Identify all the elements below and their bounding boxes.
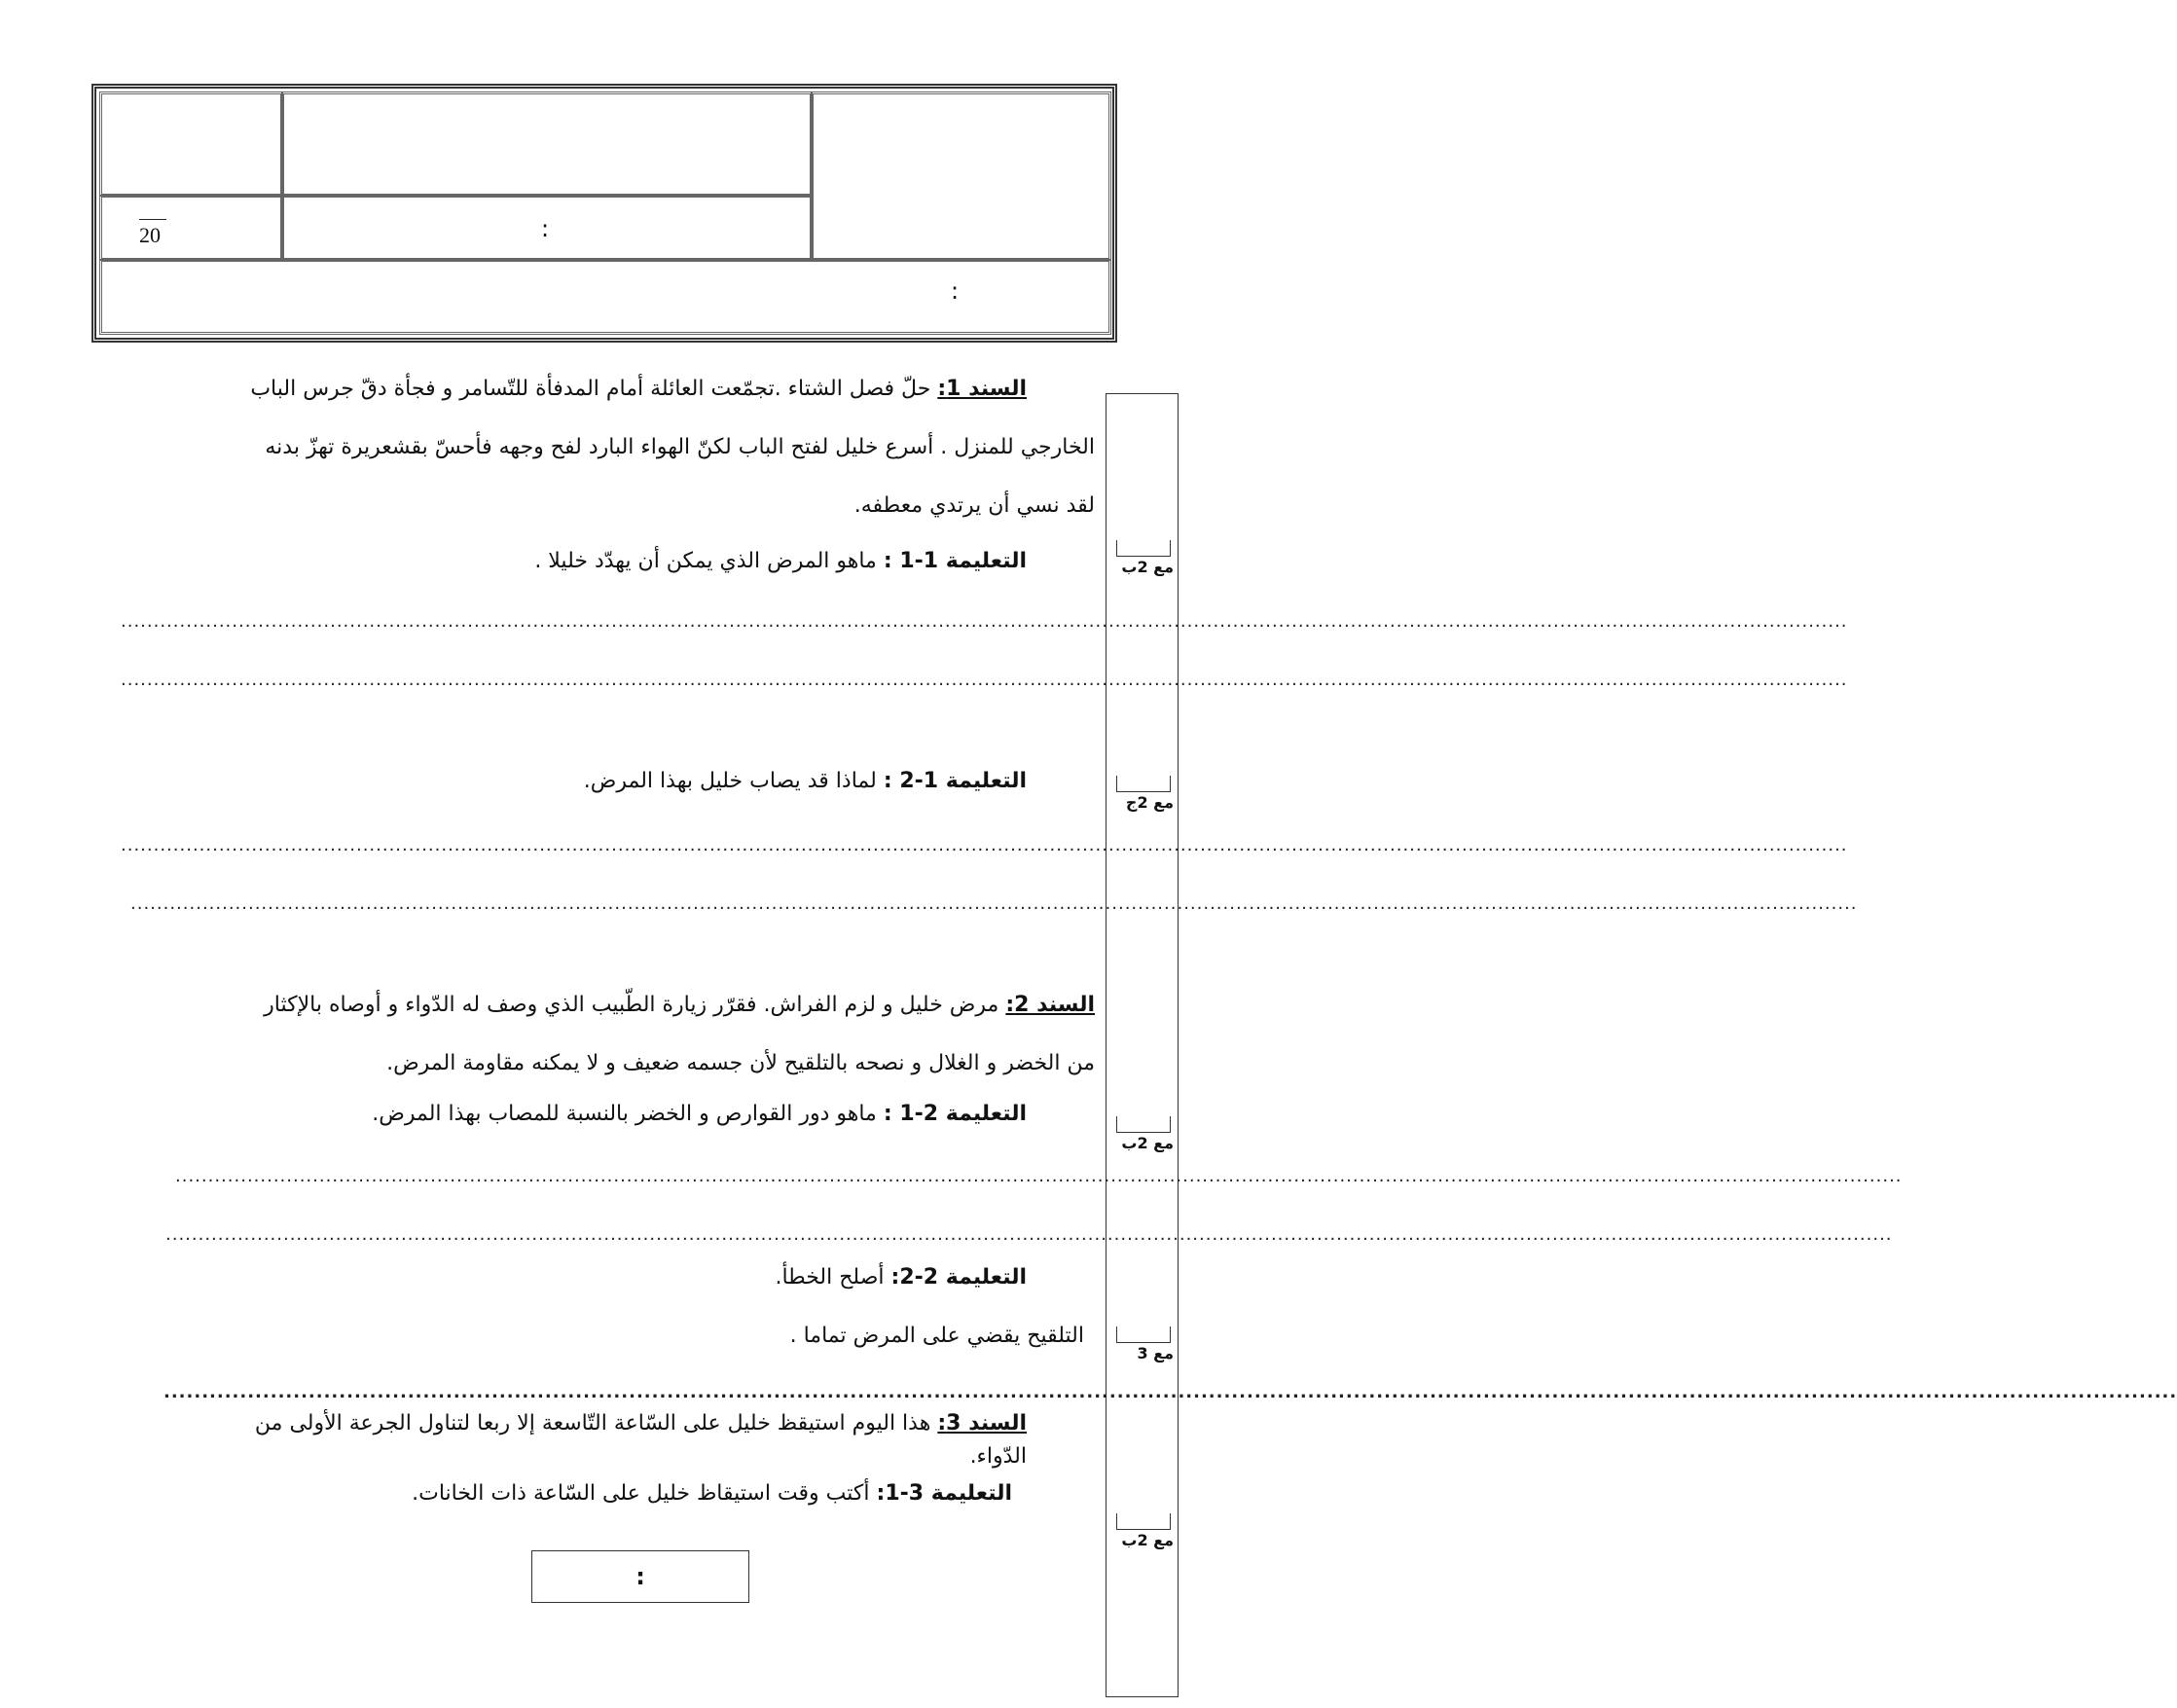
digital-clock-answer-box[interactable]: :: [531, 1550, 749, 1603]
question-2-1-text: ماهو دور القوارص و الخضر بالنسبة للمصاب بهذا المرض.: [372, 1102, 877, 1126]
bottom-colon: :: [951, 277, 960, 305]
question-2-1-label: التعليمة 2-1 :: [883, 1102, 1027, 1126]
question-1-1: [534, 547, 1027, 576]
margin-mark-label: مع 2ب: [1121, 1134, 1174, 1152]
margin-mark-2: [1107, 776, 1179, 822]
sanad1-line3: لقد نسي أن يرتدي معطفه.: [853, 493, 1095, 518]
sanad1-line1: [250, 375, 1027, 404]
header-cell-name: [281, 195, 813, 261]
sanad3-line2: الدّواء.: [969, 1444, 1027, 1469]
answer-line[interactable]: ........................................................................................................................................................................................................................................................................: [165, 1224, 1893, 1245]
question-1-1-text: ماهو المرض الذي يمكن أن يهدّد خليلا .: [534, 549, 877, 573]
answer-line[interactable]: ........................................................................................................................................................................................................................................................................: [175, 1166, 1903, 1186]
margin-mark-4: [1107, 1326, 1179, 1373]
margin-mark-box: [1116, 1513, 1171, 1530]
question-1-2-text: لماذا قد يصاب خليل بهذا المرض.: [583, 769, 877, 793]
header-cell-bottom: [99, 259, 1111, 335]
margin-mark-3: [1107, 1116, 1179, 1163]
margin-mark-label: مع 3: [1137, 1344, 1174, 1363]
margin-mark-5: [1107, 1513, 1179, 1560]
sanad3-text1: هذا اليوم استيقظ خليل على السّاعة التّاسعة إلا ربعا لتناول الجرعة الأولى من: [254, 1411, 931, 1435]
sanad1-text1: حلّ فصل الشتاء .تجمّعت العائلة أمام المدفأة للتّسامر و فجأة دقّ جرس الباب: [250, 377, 931, 401]
sanad3-line1: [255, 1409, 1027, 1438]
sanad2-title: السند 2:: [1005, 993, 1095, 1017]
margin-mark-label: مع 2ب: [1121, 558, 1174, 576]
sanad1-title: السند 1:: [937, 377, 1027, 401]
header-cell-school: [811, 91, 1111, 261]
margin-mark-box: [1116, 1116, 1171, 1133]
question-3-1: [412, 1479, 1012, 1508]
sanad2-line2: من الخضر و الغلال و نصحه بالتلقيح لأن جسمه ضعيف و لا يمكنه مقاومة المرض.: [386, 1051, 1095, 1075]
margin-mark-box: [1116, 1326, 1171, 1343]
margin-mark-label: مع 2ب: [1121, 1531, 1174, 1549]
answer-line[interactable]: ........................................................................................................................................................................................................................................................................: [121, 611, 1848, 632]
sanad2-text1: مرض خليل و لزم الفراش. فقرّر زيارة الطّبيب الذي وصف له الدّواء و أوصاه بالإكثار: [264, 993, 999, 1017]
question-2-2-statement: التلقيح يقضي على المرض تماما .: [789, 1324, 1084, 1348]
question-2-2: [775, 1263, 1027, 1292]
margin-mark-box: [1116, 540, 1171, 557]
grading-margin-column: [1106, 393, 1179, 1697]
header-table: [91, 84, 1117, 343]
grade-denominator: 20: [139, 223, 161, 247]
answer-line[interactable]: ........................................................................................................................................................................................................................................................................: [163, 1382, 2177, 1402]
question-1-2: [584, 767, 1027, 796]
question-2-1: [372, 1100, 1027, 1129]
answer-line[interactable]: ........................................................................................................................................................................................................................................................................: [130, 893, 1858, 914]
header-cell-title: [281, 91, 813, 197]
margin-mark-box: [1116, 776, 1171, 792]
header-cell-score-top: [99, 91, 283, 197]
header-cell-score: [99, 195, 283, 261]
margin-mark-1: [1107, 540, 1179, 587]
question-3-1-label: التعليمة 3-1:: [876, 1481, 1012, 1506]
sanad2-line1: [264, 991, 1095, 1020]
answer-line[interactable]: ........................................................................................................................................................................................................................................................................: [121, 670, 1848, 690]
name-colon: :: [541, 215, 550, 242]
question-3-1-text: أكتب وقت استيقاظ خليل على السّاعة ذات الخانات.: [412, 1481, 870, 1506]
answer-line[interactable]: ........................................................................................................................................................................................................................................................................: [121, 835, 1848, 855]
question-2-2-text: أصلح الخطأ.: [775, 1265, 885, 1290]
question-1-2-label: التعليمة 1-2 :: [883, 769, 1027, 793]
grade-line: [139, 219, 166, 220]
question-1-1-label: التعليمة 1-1 :: [883, 549, 1027, 573]
question-2-2-label: التعليمة 2-2:: [890, 1265, 1027, 1290]
margin-mark-label: مع 2ج: [1125, 793, 1174, 812]
sanad3-title: السند 3:: [937, 1411, 1027, 1435]
sanad1-line2: الخارجي للمنزل . أسرع خليل لفتح الباب لكنّ الهواء البارد لفح وجهه فأحسّ بقشعريرة تهزّ بدنه: [265, 435, 1095, 459]
